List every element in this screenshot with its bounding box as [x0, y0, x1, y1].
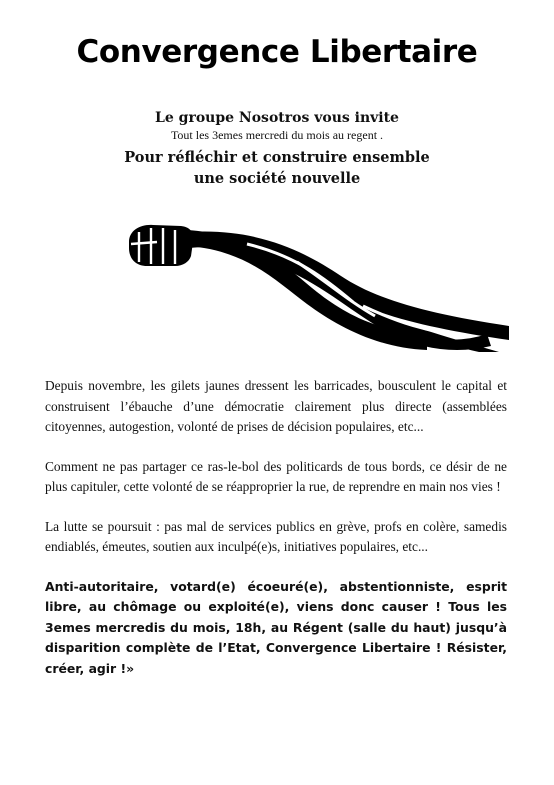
flyer-title: Convergence Libertaire	[76, 34, 478, 70]
raised-fist-icon	[127, 222, 509, 352]
paragraph-gilets-jaunes: Depuis novembre, les gilets jaunes dressent les barricades, bousculent le capital et construisent l’ébauche d’une démocratie clairement plus directe (assemblées citoyennes, autogestion, volonté de prises de décision populaires, etc...	[45, 378, 507, 434]
manifesto-text	[45, 376, 507, 679]
tagline-line-2: une société nouvelle	[193, 170, 361, 187]
meeting-time-place: Tous les 3emes mercredis du mois, 18h, au Régent (salle du haut)	[45, 599, 507, 635]
tagline-line-1: Pour réfléchir et construire ensemble	[124, 149, 430, 166]
paragraph-lutte: La lutte se poursuit : pas mal de services publics en grève, profs en colère, samedis endiablés, émeutes, soutien aux inculpé(e)s, initiatives populaires, etc...	[45, 518, 507, 554]
paragraph-ras-le-bol: Comment ne pas partager ce ras-le-bol des politicards de tous bords, ce désir de ne plus capituler, cette volonté de se réapproprier la rue, de reprendre en main nos vies !	[45, 458, 507, 494]
meeting-schedule: Tout les 3emes mercredi du mois au regent .	[170, 128, 384, 142]
call-to-action-intro: Anti-autoritaire, votard(e) écoeuré(e), abstentionniste, esprit libre, au chômage ou exploité(e), viens donc causer !	[45, 578, 507, 614]
invitation-heading: Le groupe Nosotros vous invite	[155, 110, 399, 126]
paragraph-call-to-action	[45, 577, 507, 680]
invitation-block	[60, 110, 494, 189]
call-to-action-closing: jusqu’à disparition complète de l’Etat, Convergence Libertaire ! Résister, créer, agir !»	[45, 619, 507, 676]
